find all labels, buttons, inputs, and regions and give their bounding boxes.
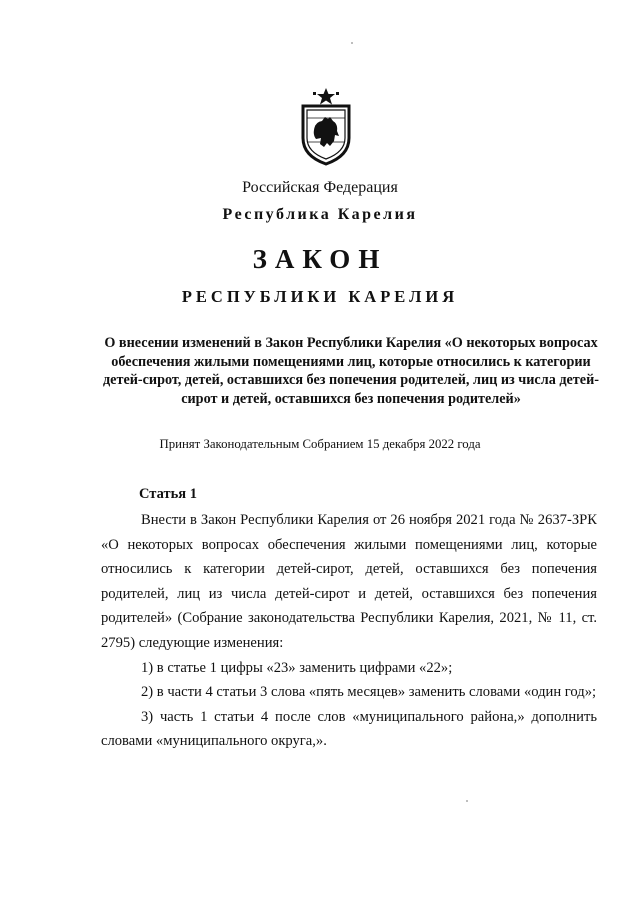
article-body: [101, 508, 597, 754]
article-paragraph: 1) в статье 1 цифры «23» заменить цифрами «22»;: [141, 659, 453, 676]
law-subheading: РЕСПУБЛИКИ КАРЕЛИЯ: [181, 287, 459, 306]
scan-speck: [466, 800, 468, 802]
law-title: О внесении изменений в Закон Республики Карелия «О некоторых вопросах обеспечения жилыми помещениями лиц, которые относились к категории детей-сирот, детей, оставшихся без попечения родителей, лиц из числа детей-сирот и детей, оставшихся без попечения родителей»: [103, 335, 599, 407]
scan-speck: [351, 42, 353, 44]
article-heading: Статья 1: [139, 486, 197, 502]
adoption-line: Принят Законодательным Собранием 15 декабря 2022 года: [159, 437, 481, 451]
law-heading: ЗАКОН: [252, 244, 388, 274]
republic-label: Республика Карелия: [222, 206, 418, 223]
coat-of-arms-icon: [297, 86, 355, 166]
article-paragraph: 3) часть 1 статьи 4 после слов «муниципального района,» дополнить словами «муниципального округа,».: [101, 708, 597, 750]
article-paragraph: Внести в Закон Республики Карелия от 26 ноября 2021 года № 2637-ЗРК «О некоторых вопросах обеспечения жилыми помещениями лиц, которые относились к категории детей-сирот, детей, оставшихся без попечения родителей, лиц из числа детей-сирот и детей, оставшихся без попечения родителей» (Собрание законодательства Республики Карелия, 2021, № 11, ст. 2795) следующие изменения:: [101, 512, 597, 651]
federation-label: Российская Федерация: [242, 179, 398, 196]
article-paragraph: 2) в части 4 статьи 3 слова «пять месяцев» заменить словами «один год»;: [141, 684, 597, 701]
